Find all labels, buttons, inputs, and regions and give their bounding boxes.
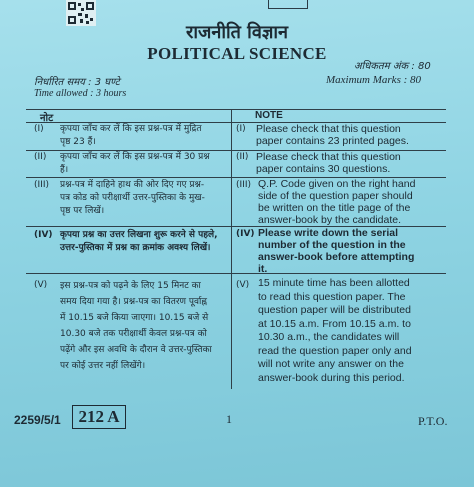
note-text-english: Q.P. Code given on the right hand side of the question paper should be written on the title page of the answer-book by the candidate. xyxy=(258,178,416,226)
max-marks-english: Maximum Marks : 80 xyxy=(326,74,422,86)
page-title-hindi: राजनीति विज्ञान xyxy=(185,22,289,43)
paper-series-code: 2259/5/1 xyxy=(14,413,61,427)
note-text-hindi: प्रश्न-पत्र में दाहिने हाथ की ओर दिए गए प्रश्न- पत्र कोड को परीक्षार्थी उत्तर-पुस्तिका के मुख- पृष्ठ पर लिखें। xyxy=(60,180,205,216)
note-text-hindi: कृपया जाँच कर लें कि इस प्रश्न-पत्र में मुद्रित पृष्ठ 23 हैं। xyxy=(60,124,202,147)
table-column-divider xyxy=(231,109,232,389)
table-top-border xyxy=(26,109,446,110)
note-number-english: (II) xyxy=(236,152,249,162)
note-number-english: (V) xyxy=(236,280,250,290)
note-text-english: Please check that this question paper contains 30 questions. xyxy=(256,151,401,175)
note-number-hindi: (III) xyxy=(34,180,49,190)
note-text-english: Please check that this question paper contains 23 printed pages. xyxy=(256,123,409,147)
page-title-english: POLITICAL SCIENCE xyxy=(147,44,327,63)
note-number-english: (I) xyxy=(236,124,246,134)
note-text-hindi: कृपया जाँच कर लें कि इस प्रश्न-पत्र में 30 प्रश्न हैं। xyxy=(60,152,210,175)
note-header-hindi: नोट xyxy=(40,113,54,124)
note-number-hindi: (V) xyxy=(34,280,48,290)
note-text-english: Please write down the serial number of the question in the answer-book before attempting it. xyxy=(258,227,415,275)
note-header-english: NOTE xyxy=(255,110,283,121)
time-allowed-hindi: निर्धारित समय : 3 घण्टे xyxy=(34,77,120,88)
question-paper-code-box: 212 A xyxy=(72,405,126,429)
please-turn-over: P.T.O. xyxy=(418,414,448,428)
note-text-hindi: इस प्रश्न-पत्र को पढ़ने के लिए 15 मिनट का समय दिया गया है। प्रश्न-पत्र का वितरण पूर्वाह्न में 10.15 बजे किया जाएगा। 10.15 बजे से 10.30 बजे तक परीक्षार्थी केवल प्रश्न-पत्र को पढ़ेंगे और इस अवधि के दौरान वे उत्तर-पुस्तिका पर कोई उत्तर नहीं लिखेंगे। xyxy=(60,281,212,371)
note-number-english: (IV) xyxy=(236,229,255,239)
note-number-english: (III) xyxy=(236,180,251,190)
time-allowed-english: Time allowed : 3 hours xyxy=(34,88,127,99)
note-number-hindi: (II) xyxy=(34,152,47,162)
note-text-hindi: कृपया प्रश्न का उत्तर लिखना शुरू करने से पहले, उत्तर-पुस्तिका में प्रश्न का क्रमांक अवश्य लिखें। xyxy=(60,230,218,253)
note-number-hindi: (I) xyxy=(34,124,44,134)
top-code-strip xyxy=(268,0,308,9)
max-marks-hindi: अधिकतम अंक : 80 xyxy=(354,61,431,72)
note-number-hindi: (IV) xyxy=(34,230,53,240)
page-number: 1 xyxy=(226,412,232,426)
note-text-english: 15 minute time has been allotted to read this question paper. The question paper will be distributed at 10.15 a.m. From 10.15 a.m. to 10.30 a.m., the candidates will read the question paper only and will not write any answer on the answer-book during this period. xyxy=(258,277,412,384)
